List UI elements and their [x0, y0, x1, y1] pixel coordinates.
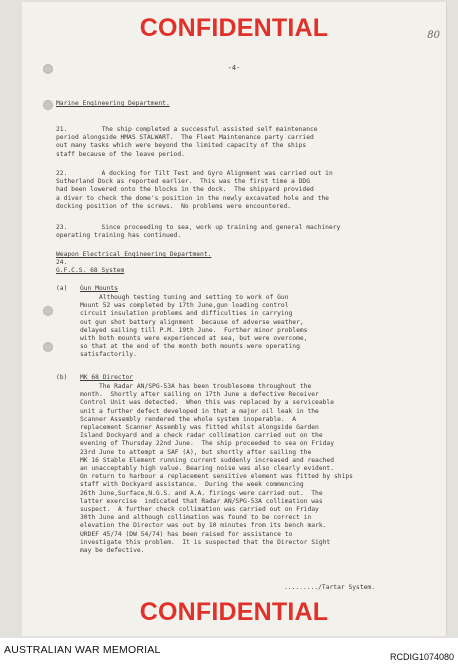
item-a-label: (a): [56, 285, 68, 292]
classification-stamp-top: CONFIDENTIAL: [139, 14, 329, 42]
punch-hole: [43, 100, 53, 110]
continuation-note: ........./Tartar System.: [284, 584, 375, 591]
folio-number: 80: [427, 30, 440, 41]
document-page: [22, 2, 446, 636]
item-b-text: The Radar AN/SPG-53A has been troublesome throughout the month. Shortly after sailing on 17th June a defective Receiver Control Unit was detected. When this was replaced by a serviceable unit a further defect developed in that a major oil leak in the Scanner Assembly rendered the whole system inoperable. A replacement Scanner Assembly was fitted whilst alongside Garden Island Dockyard and a check radar collimation carried out on the evening of Thursday 22nd June. The ship proceeded to sea on Friday 23rd June to attempt a SAF (A), but shortly after sailing the MK 16 Stable Element running current suddenly increased and reached an unacceptably high value. Bearing noise was also clearly evident. On return to harbour a replacement sensitive element was fitted by ships staff with Dockyard assistance. During the week commencing 26th June,Surface,N.G.S. and A.A. firings were carried out. The latter exercise indicated that Radar AN/SPG-53A collimation was suspect. A further check collimation was carried out on Friday 30th June and although collimation was found to be correct in elevation the Director was out by 10 minutes from its bench mark. URDEF 45/74 (DW 54/74) has been raised for assistance to investigate this problem. It is suspected that the Director Sight may be defective.: [80, 383, 353, 555]
paragraph-22: 22. A docking for Tilt Test and Gyro Alignment was carried out in Sutherland Dock as reported earlier. This was the first time a DDG had been lowered onto the blocks in the dock. The shipyard provided a diver to check the dome's position in the newly excavated hole and the docking position of the screws. No problems were encountered.: [56, 170, 333, 210]
paragraph-24-number: 24.: [56, 259, 68, 266]
punch-hole: [43, 342, 53, 352]
paragraph-23: 23. Since proceeding to sea, work up training and general machinery operating training has continued.: [56, 224, 341, 240]
item-a-title: Gun Mounts: [80, 285, 118, 292]
punch-hole: [43, 306, 53, 316]
paragraph-21: 21. The ship completed a successful assisted self maintenance period alongside HMAS STALWART. The Fleet Maintenance party carried out many tasks which were beyond the limited capacity of the ships staff because of the leave period.: [56, 126, 318, 158]
page-number: -4-: [227, 64, 241, 72]
item-a-text: Although testing tuning and setting to work of Gun Mount 52 was completed by 17th June,gun loading control circuit insulation problems and difficulties in carrying out gun shot battery alignment because of adverse weather, delayed sailing till P.M. 19th June. Further minor problems with both mounts were experienced at sea, but were overcome, so that at the end of the month both mounts were operating satisfactorily.: [80, 294, 308, 359]
item-b-title: MK 68 Director: [80, 374, 134, 381]
archive-name: AUSTRALIAN WAR MEMORIAL: [4, 644, 161, 656]
item-b-label: (b): [56, 374, 68, 381]
gfcs-subheading: G.F.C.S. 68 System: [56, 267, 125, 274]
marine-heading: Marine Engineering Department.: [56, 100, 170, 107]
archive-reference: RCDIG1074080: [389, 652, 454, 662]
classification-stamp-bottom: CONFIDENTIAL: [139, 598, 329, 626]
weapon-heading: Weapon Electrical Engineering Department.: [56, 251, 212, 258]
